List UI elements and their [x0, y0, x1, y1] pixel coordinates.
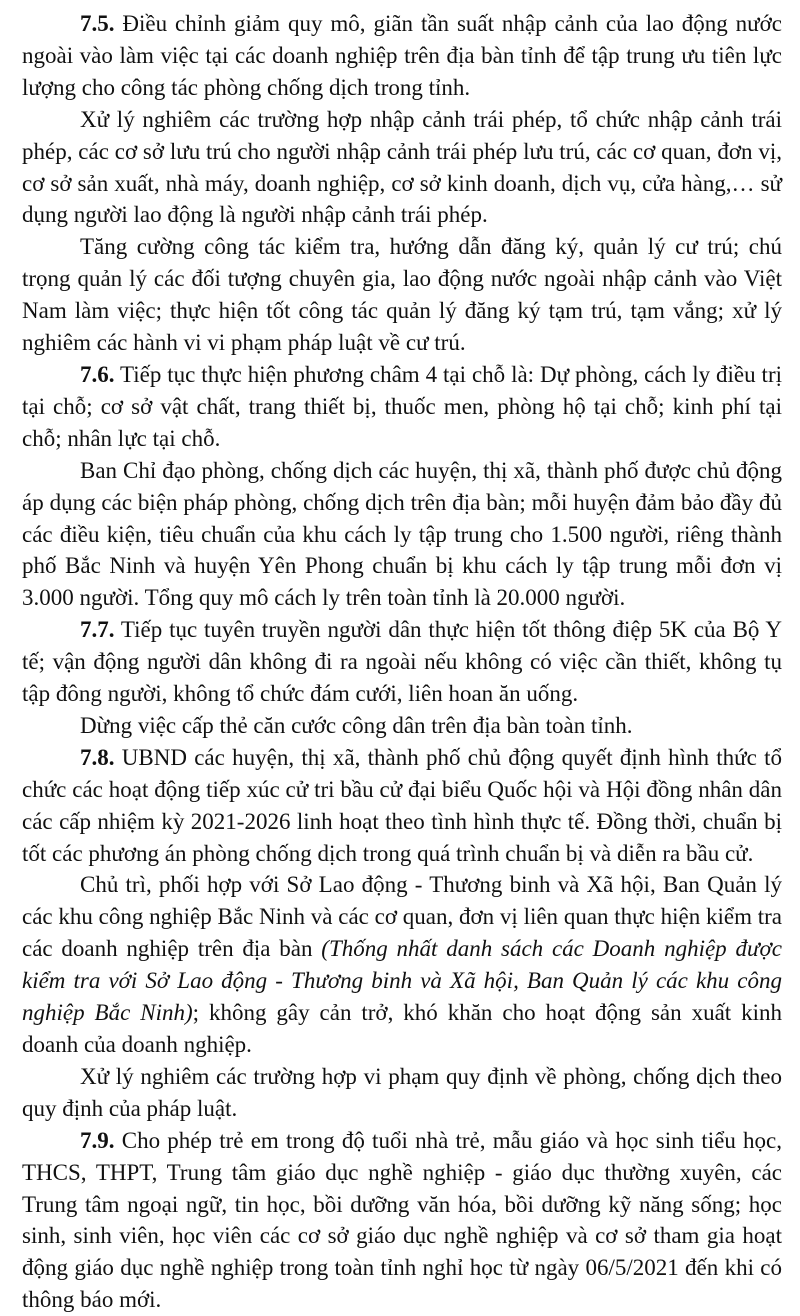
section-7-5 [22, 8, 782, 104]
paragraph-text: Tiếp tục thực hiện phương châm 4 tại chỗ là: Dự phòng, cách ly điều trị tại chỗ; cơ sở vật chất, trang thiết bị, thuốc men, phòng hộ tại chỗ; kinh phí tại chỗ; nhân lực tại chỗ. [22, 361, 782, 451]
paragraph-text: Chủ trì, phối hợp với Sở Lao động - Thương binh và Xã hội, Ban Quản lý các khu công nghiệp Bắc Ninh và các cơ quan, đơn vị liên quan thực hiện kiểm tra các doanh nghiệp trên địa bàn [22, 872, 782, 962]
section-number: 7.9. [80, 1127, 115, 1153]
paragraph-text: Tiếp tục tuyên truyền người dân thực hiện tốt thông điệp 5K của Bộ Y tế; vận động người dân không đi ra ngoài nếu không có việc cần thiết, không tụ tập đông người, không tổ chức đám cưới, liên hoan ăn uống. [22, 617, 783, 707]
paragraph-italic-note: (Thống nhất danh sách các Doanh nghiệp được kiểm tra với Sở Lao động - Thương binh và Xã hội, Ban Quản lý các khu công nghiệp Bắc Ninh) [22, 936, 783, 1026]
paragraph-text: Cho phép trẻ em trong độ tuổi nhà trẻ, mẫu giáo và học sinh tiểu học, THCS, THPT, Trung tâm giáo dục nghề nghiệp - giáo dục thường xuyên, các Trung tâm ngoại ngữ, tin học, bồi dưỡng văn hóa, bồi dưỡng kỹ năng sống; học sinh, sinh viên, học viên các cơ sở giáo dục nghề nghiệp và cơ sở tham gia hoạt động giáo dục nghề nghiệp trong toàn tỉnh nghỉ học từ ngày 06/5/2021 đến khi có thông báo mới. [22, 1127, 783, 1313]
section-number: 7.8. [80, 744, 115, 770]
paragraph-text: Dừng việc cấp thẻ căn cước công dân trên địa bàn toàn tỉnh. [80, 712, 633, 738]
paragraph-text: UBND các huyện, thị xã, thành phố chủ động quyết định hình thức tổ chức các hoạt động tiếp xúc cử tri bầu cử đại biểu Quốc hội và Hội đồng nhân dân các cấp nhiệm kỳ 2021-2026 linh hoạt theo tình hình thực tế. Đồng thời, chuẩn bị tốt các phương án phòng chống dịch trong quá trình chuẩn bị và diễn ra bầu cử. [22, 744, 782, 866]
paragraph-illegal-entry [22, 104, 782, 232]
paragraph-text: Ban Chỉ đạo phòng, chống dịch các huyện, thị xã, thành phố được chủ động áp dụng các biện pháp phòng, chống dịch trên địa bàn; mỗi huyện đảm bảo đầy đủ các điều kiện, tiêu chuẩn của khu cách ly tập trung cho 1.500 người, riêng thành phố Bắc Ninh và huyện Yên Phong chuẩn bị khu cách ly tập trung mỗi đơn vị 3.000 người. Tổng quy mô cách ly trên toàn tỉnh là 20.000 người. [22, 457, 782, 611]
section-7-7 [22, 614, 782, 710]
section-number: 7.7. [80, 617, 115, 643]
paragraph-violation-handling [22, 1061, 782, 1125]
section-7-6 [22, 359, 782, 455]
paragraph-text: Điều chỉnh giảm quy mô, giãn tần suất nhập cảnh của lao động nước ngoài vào làm việc tại các doanh nghiệp trên địa bàn tỉnh để tập trung ưu tiên lực lượng cho công tác phòng chống dịch trong tỉnh. [22, 11, 782, 100]
section-number: 7.5. [80, 11, 115, 36]
paragraph-text: Tăng cường công tác kiểm tra, hướng dẫn đăng ký, quản lý cư trú; chú trọng quản lý các đối tượng chuyên gia, lao động nước ngoài nhập cảnh vào Việt Nam làm việc; thực hiện tốt công tác quản lý đăng ký tạm trú, tạm vắng; xử lý nghiêm các hành vi vi phạm pháp luật về cư trú. [22, 234, 782, 356]
paragraph-text: Xử lý nghiêm các trường hợp vi phạm quy định về phòng, chống dịch theo quy định của pháp luật. [22, 1063, 782, 1121]
paragraph-residence-management [22, 231, 782, 359]
paragraph-id-card-suspension [22, 710, 782, 742]
section-7-9 [22, 1125, 782, 1316]
section-number: 7.6. [80, 361, 115, 387]
section-7-8 [22, 742, 782, 870]
paragraph-text: Xử lý nghiêm các trường hợp nhập cảnh trái phép, tổ chức nhập cảnh trái phép, các cơ sở lưu trú cho người nhập cảnh trái phép lưu trú, các cơ quan, đơn vị, cơ sở sản xuất, nhà máy, doanh nghiệp, cơ sở kinh doanh, dịch vụ, cửa hàng,… sử dụng người lao động là người nhập cảnh trái phép. [22, 106, 782, 228]
paragraph-enterprise-inspection [22, 869, 782, 1060]
paragraph-text-after: ; không gây cản trở, khó khăn cho hoạt động sản xuất kinh doanh của doanh nghiệp. [22, 1000, 782, 1057]
paragraph-quarantine-capacity [22, 455, 782, 615]
